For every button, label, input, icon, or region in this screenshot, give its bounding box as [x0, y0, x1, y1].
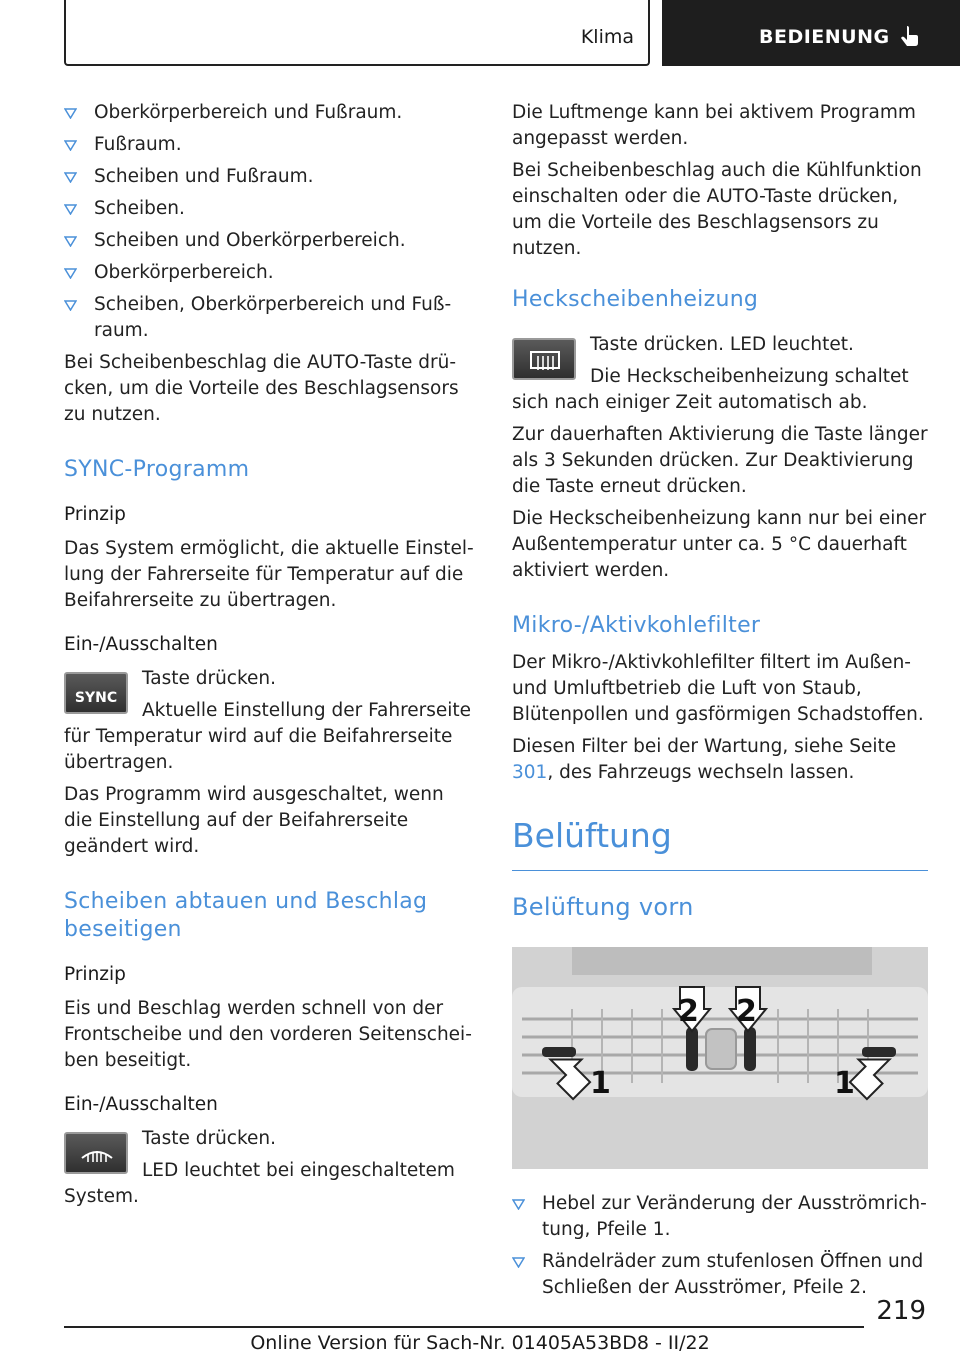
list-item: Hebel zur Veränderung der Ausströmrichtung, Pfeile 1. — [512, 1191, 928, 1243]
defrost-step-1: Taste drücken. — [142, 1128, 277, 1149]
header-section-box — [64, 0, 650, 66]
front-ventilation-heading: Belüftung vorn — [512, 893, 694, 921]
triangle-bullet-icon — [64, 204, 77, 215]
triangle-bullet-icon — [64, 172, 77, 183]
sync-principle-text: Das System ermöglicht, die aktuelle Einstellung der Fahrerseite für Temperatur auf die Beifahrerseite zu übertragen. — [64, 538, 474, 611]
air-distribution-list — [64, 100, 474, 344]
defrost-heading: Scheiben abtauen und Beschlag beseitigen — [64, 889, 428, 942]
paragraph: Die Luftmenge kann bei aktivem Programm angepasst werden. — [512, 102, 916, 149]
triangle-bullet-icon — [64, 108, 77, 119]
sync-heading: SYNC-Programm — [64, 457, 250, 482]
header-chapter-title: BEDIENUNG — [759, 26, 890, 48]
defrost-principle-title: Prinzip — [64, 964, 126, 985]
paragraph: Die Heckscheibenheizung kann nur bei einer Außentemperatur unter ca. 5 °C dauerhaft aktiviert werden. — [512, 508, 927, 581]
right-column — [512, 100, 928, 1307]
vent-photo — [512, 947, 928, 1169]
paragraph: Bei Scheibenbeschlag die AUTO-Taste drücken, um die Vorteile des Beschlagsensors zu nutzen. — [64, 352, 459, 425]
sync-principle-title: Prinzip — [64, 504, 126, 525]
triangle-bullet-icon — [64, 236, 77, 247]
triangle-bullet-icon — [64, 268, 77, 279]
ventilation-heading: Belüftung — [512, 816, 928, 871]
front-defrost-icon — [64, 1132, 128, 1174]
sync-step-block — [64, 666, 474, 776]
header-section-title: Klima — [580, 26, 634, 48]
list-item: Scheiben und Fußraum. — [64, 164, 474, 190]
list-item: Rändelräder zum stufenlosen Öffnen und Schließen der Ausströmer, Pfeile 2. — [512, 1249, 928, 1301]
footer-text: Online Version für Sach-Nr. 01405A53BD8 - II/22 — [250, 1332, 710, 1354]
paragraph: Diesen Filter bei der Wartung, siehe Seite 301, des Fahrzeugs wechseln lassen. — [512, 736, 897, 783]
page-number: 219 — [876, 1296, 926, 1326]
footer-divider — [64, 1326, 864, 1328]
filter-heading: Mikro-/Aktivkohlefilter — [512, 613, 761, 638]
triangle-bullet-icon — [512, 1257, 525, 1268]
paragraph: Zur dauerhaften Aktivierung die Taste länger als 3 Sekunden drücken. Zur Deaktivierung die Taste erneut drücken. — [512, 424, 928, 497]
sync-onoff-title: Ein-/Ausschalten — [64, 634, 218, 655]
rear-defrost-icon — [512, 338, 576, 380]
sync-button-icon — [64, 672, 128, 714]
sync-step-1: Taste drücken. — [142, 668, 277, 689]
rear-step-block — [512, 332, 928, 416]
list-item: Scheiben und Oberkörperbereich. — [64, 228, 474, 254]
paragraph: Bei Scheibenbeschlag auch die Kühlfunktion einschalten oder die AUTO-Taste drücken, um die Vorteile des Beschlagsensors zu nutzen. — [512, 160, 922, 259]
rear-step-2: Die Heckscheibenheizung schaltet sich nach einiger Zeit automatisch ab. — [512, 366, 909, 413]
callout-label-1: 1 — [590, 1066, 611, 1101]
page-link[interactable]: 301 — [512, 762, 548, 783]
vent-controls-list — [512, 1191, 928, 1301]
callout-label-2: 2 — [678, 994, 699, 1029]
header-chapter-box — [662, 0, 960, 66]
rear-window-heating-heading: Heckscheibenheizung — [512, 287, 759, 312]
defrost-principle-text: Eis und Beschlag werden schnell von der Frontscheibe und den vorderen Seitenscheiben beseitigt. — [64, 998, 472, 1071]
triangle-bullet-icon — [64, 300, 77, 311]
list-item: Oberkörperbereich. — [64, 260, 474, 286]
callout-label-2: 2 — [736, 994, 757, 1029]
left-column — [64, 100, 474, 1216]
defrost-step-2: LED leuchtet bei eingeschaltetem System. — [64, 1160, 455, 1207]
list-item: Scheiben, Oberkörperbereich und Fußraum. — [64, 292, 474, 344]
paragraph: Der Mikro-/Aktivkohlefilter filtert im Außen- und Umluftbetrieb die Luft von Staub, Blütenpollen und gasförmigen Schadstoffen. — [512, 652, 924, 725]
hand-pointer-icon — [898, 26, 920, 54]
rear-step-1: Taste drücken. LED leuchtet. — [590, 334, 854, 355]
sync-step-3: Das Programm wird ausgeschaltet, wenn die Einstellung auf der Beifahrerseite geändert wird. — [64, 784, 444, 857]
triangle-bullet-icon — [64, 140, 77, 151]
triangle-bullet-icon — [512, 1199, 525, 1210]
sync-step-2: Aktuelle Einstellung der Fahrerseite für Temperatur wird auf die Beifahrerseite übertragen. — [64, 700, 472, 773]
defrost-step-block — [64, 1126, 474, 1210]
callout-label-1: 1 — [834, 1066, 855, 1101]
defrost-onoff-title: Ein-/Ausschalten — [64, 1094, 218, 1115]
list-item: Fußraum. — [64, 132, 474, 158]
list-item: Scheiben. — [64, 196, 474, 222]
sync-button-label: SYNC — [74, 690, 118, 706]
list-item: Oberkörperbereich und Fußraum. — [64, 100, 474, 126]
